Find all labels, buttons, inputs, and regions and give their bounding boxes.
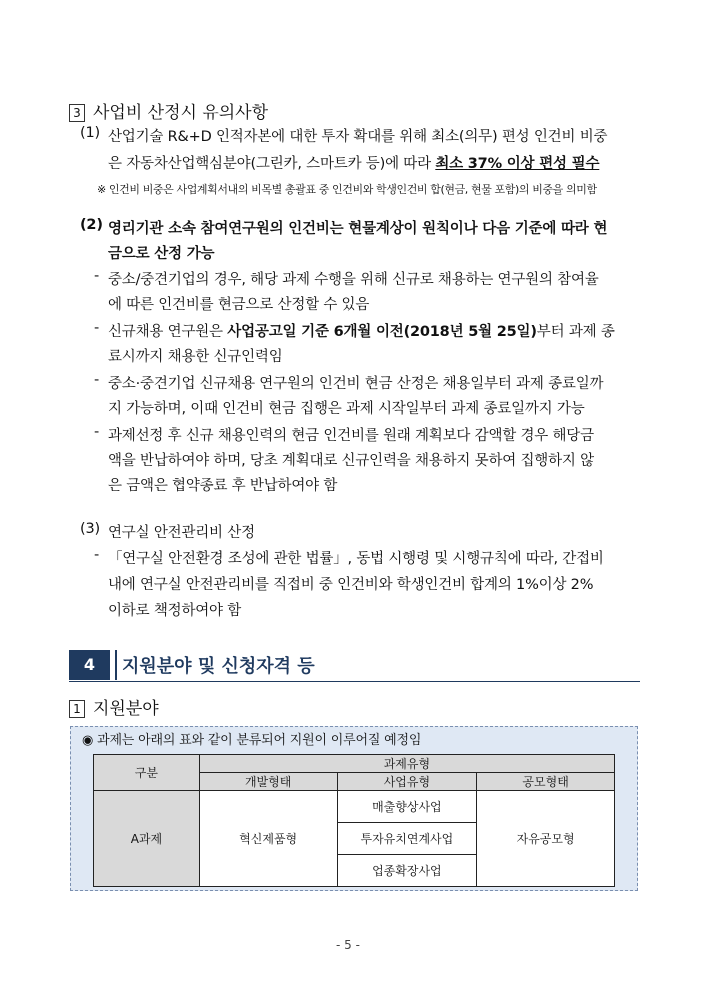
cell-biz-2: 투자유치연계사업: [337, 823, 477, 855]
p3-dash: -: [94, 547, 100, 563]
header-biz-type: 사업유형: [337, 773, 477, 791]
subsection-1-title: 지원분야: [93, 699, 159, 719]
subsection-1-number: 1: [69, 700, 85, 718]
section-3-title: 사업비 산정시 유의사항: [93, 103, 269, 123]
p2-bullet3-line1: 중소·중견기업 신규채용 연구원의 인건비 현금 산정은 채용일부터 과제 종료일까: [108, 376, 604, 392]
p3-line1: 「연구실 안전환경 조성에 관한 법률」, 동법 시행령 및 시행규칙에 따라, 간접비: [108, 551, 604, 567]
subsection-1-heading: [69, 694, 159, 719]
p2-bullet4-line1: 과제선정 후 신규 채용인력의 현금 인건비를 원래 계획보다 감액할 경우 해당금: [108, 428, 594, 444]
p2-bullet2-line2: 료시까지 채용한 신규인력임: [108, 349, 283, 365]
p2-bullet2-text-a: 신규채용 연구원은: [108, 324, 228, 340]
p2-bullet4-dash: -: [94, 424, 100, 440]
p3-title: 연구실 안전관리비 산정: [108, 525, 255, 541]
header-task-type: 과제유형: [199, 755, 614, 773]
p2-bullet1-line1: 중소/중견기업의 경우, 해당 과제 수행을 위해 신규로 채용하는 연구원의 참여율: [108, 272, 599, 288]
p3-label: (3): [80, 521, 100, 537]
section-3-number: 3: [69, 104, 85, 122]
p2-bullet2-text-c: 부터 과제 종: [536, 324, 615, 340]
cell-biz-1: 매출향상사업: [337, 791, 477, 823]
p1-label: (1): [80, 125, 100, 141]
section-4-title: 지원분야 및 신청자격 등: [122, 656, 315, 677]
p2-line1: 영리기관 소속 참여연구원의 인건비는 현물계상이 원칙이나 다음 기준에 따라 현: [108, 221, 608, 237]
cell-biz-3: 업종확장사업: [337, 855, 477, 887]
p2-bullet2-line1: [108, 320, 615, 341]
cell-dev: 혁신제품형: [199, 791, 337, 887]
p1-note: ※ 인건비 비중은 사업계획서내의 비목별 총괄표 중 인건비와 학생인건비 합(현금, 현물 포함)의 비중을 의미함: [97, 183, 597, 196]
support-field-table: [93, 754, 615, 887]
p3-line2: 내에 연구실 안전관리비를 직접비 중 인건비와 학생인건비 합계의 1%이상 2%: [108, 577, 594, 593]
bullet-icon: ◉: [82, 733, 94, 748]
intro-text: 과제는 아래의 표와 같이 분류되어 지원이 이루어질 예정임: [97, 733, 422, 748]
p2-bullet1-dash: -: [94, 268, 100, 284]
page-number: - 5 -: [336, 938, 360, 952]
p2-bullet3-line2: 지 가능하며, 이때 인건비 현금 집행은 과제 시작일부터 과제 종료일까지 가능: [108, 401, 585, 417]
p1-line2-text: 은 자동차산업핵심분야(그린카, 스마트카 등)에 따라: [108, 156, 436, 172]
p2-bullet3-dash: -: [94, 372, 100, 388]
section-3-heading: [69, 98, 268, 123]
section-4-number-badge: 4: [69, 650, 110, 680]
header-gubun: 구분: [94, 755, 200, 791]
header-dev-type: 개발형태: [199, 773, 337, 791]
p2-bullet4-line3: 은 금액은 협약종료 후 반납하여야 함: [108, 478, 338, 494]
support-field-intro: [82, 729, 421, 748]
p2-bullet1-line2: 에 따른 인건비를 현금으로 산정할 수 있음: [108, 297, 370, 313]
section-4-divider: [115, 650, 117, 680]
p3-line3: 이하로 책정하여야 함: [108, 603, 242, 619]
p2-bullet4-line2: 액을 반납하여야 하며, 당초 계획대로 신규인력을 채용하지 못하여 집행하지 않: [108, 453, 594, 469]
cell-public: 자유공모형: [477, 791, 615, 887]
p2-bullet2-emphasis: 사업공고일 기준 6개월 이전(2018년 5월 25일): [227, 324, 537, 340]
section-4-underline: [69, 681, 640, 682]
p1-line2-emphasis: 최소 37% 이상 편성 필수: [435, 156, 600, 172]
p1-line1: 산업기술 R&+D 인적자본에 대한 투자 확대를 위해 최소(의무) 편성 인건비 비중: [108, 129, 608, 145]
row-label-a: A과제: [94, 791, 200, 887]
header-public-type: 공모형태: [477, 773, 615, 791]
p2-line2: 금으로 산정 가능: [108, 246, 215, 262]
p2-label: (2): [80, 217, 103, 233]
p1-line2: [108, 152, 599, 173]
p2-bullet2-dash: -: [94, 320, 100, 336]
